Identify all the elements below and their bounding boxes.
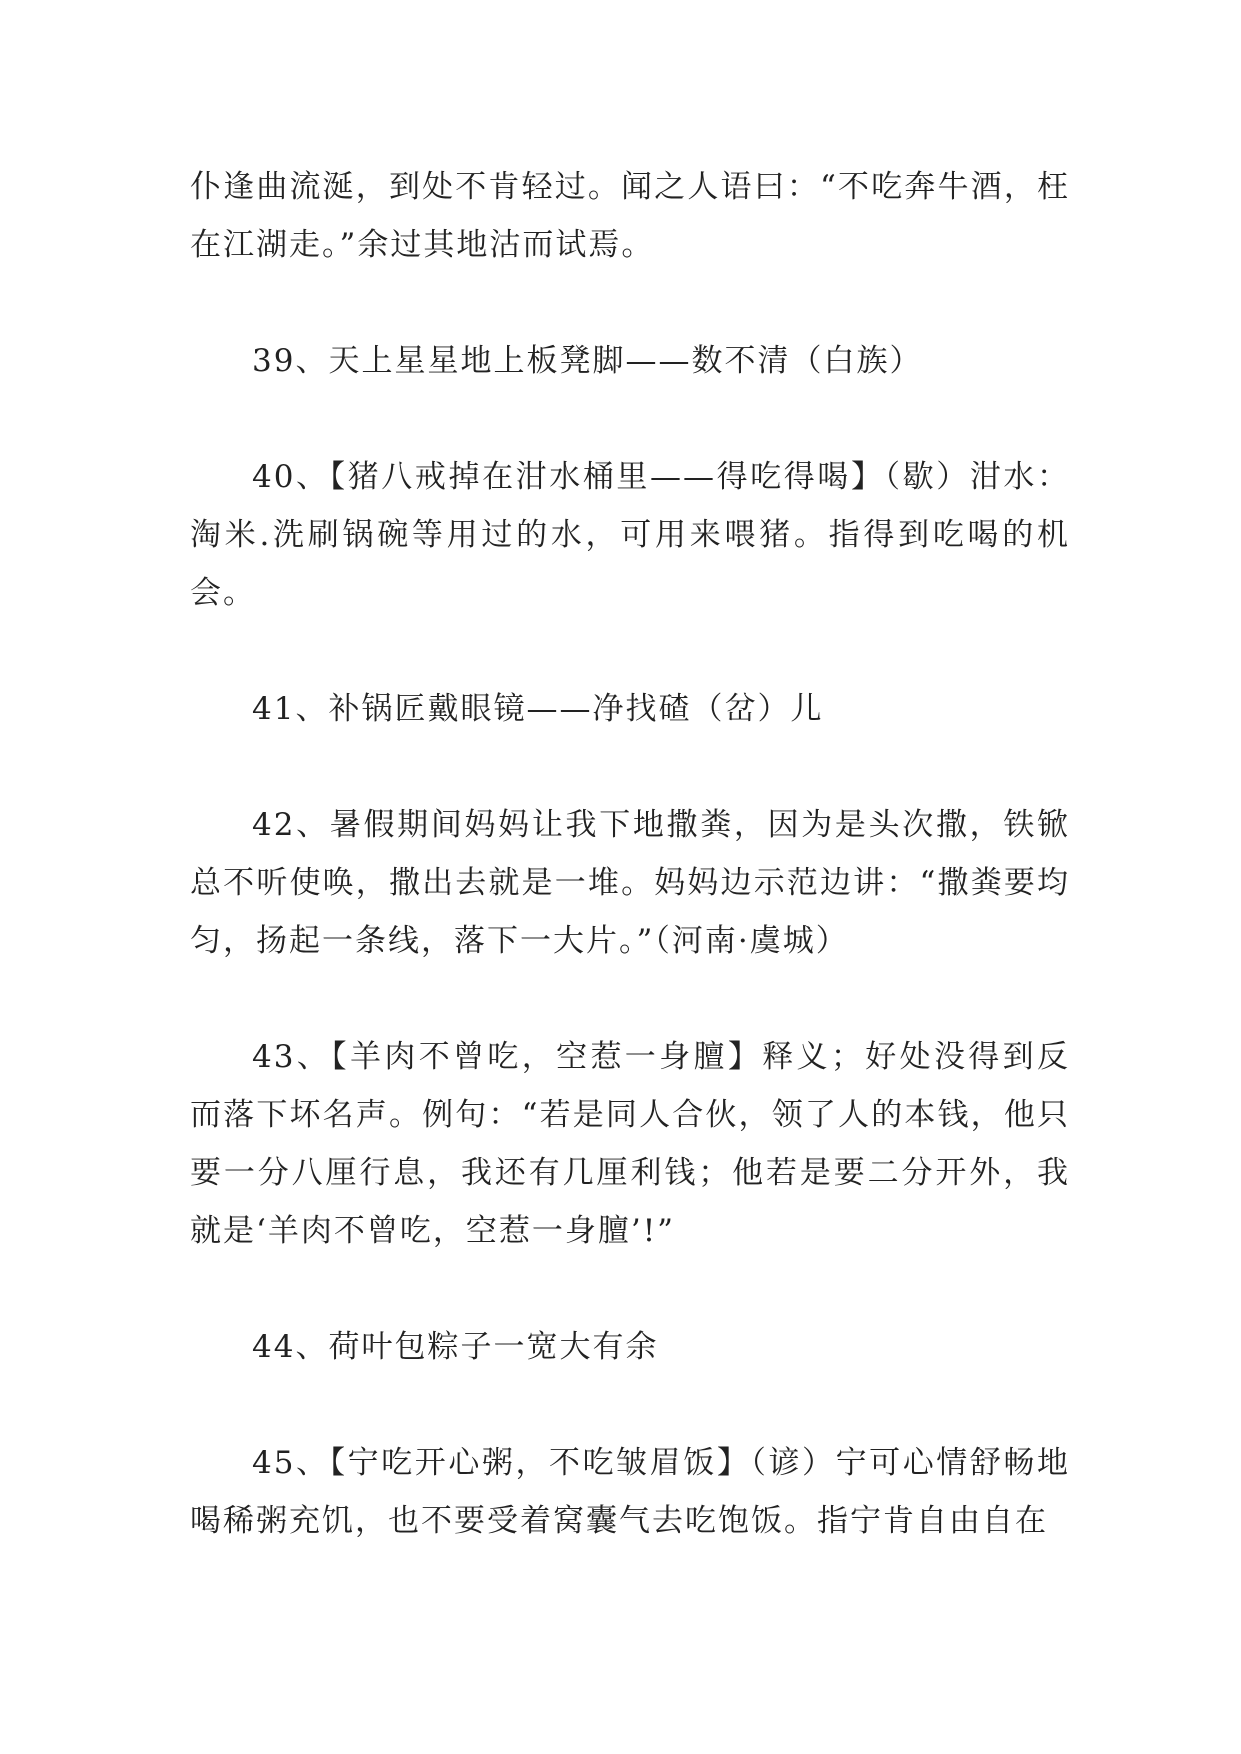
paragraph-item-41: 41、补锅匠戴眼镜——净找碴（岔）儿 [252,691,824,727]
paragraph-item-45: 45、【宁吃开心粥，不吃皱眉饭】（谚）宁可心情舒畅地喝稀粥充饥，也不要受着窝囊气去吃饱饭。指宁肯自由自在 [190,1445,1070,1539]
paragraph-item-42: 42、暑假期间妈妈让我下地撒粪，因为是头次撒，铁锨总不听使唤，撒出去就是一堆。妈妈边示范边讲：“撒粪要均匀，扬起一条线，落下一大片。”（河南·虞城） [190,807,1070,959]
paragraph-item-43: 43、【羊肉不曾吃，空惹一身膻】释义；好处没得到反而落下坏名声。例句：“若是同人合伙，领了人的本钱，他只要一分八厘行息，我还有几厘利钱；他若是要二分开外，我就是‘羊肉不曾吃，空惹一身膻’!” [190,1039,1070,1249]
paragraph-item-40: 40、【猪八戒掉在泔水桶里——得吃得喝】（歇）泔水：淘米.洗刷锅碗等用过的水，可用来喂猪。指得到吃喝的机会。 [190,459,1070,611]
paragraph-item-44: 44、荷叶包粽子一宽大有余 [252,1329,659,1365]
paragraph-continued: 仆逢曲流涎，到处不肯轻过。闻之人语曰：“不吃奔牛酒，枉在江湖走。”余过其地沽而试焉。 [190,169,1070,263]
document-body [190,158,1070,1550]
paragraph-item-39: 39、天上星星地上板凳脚——数不清（白族） [252,343,923,379]
